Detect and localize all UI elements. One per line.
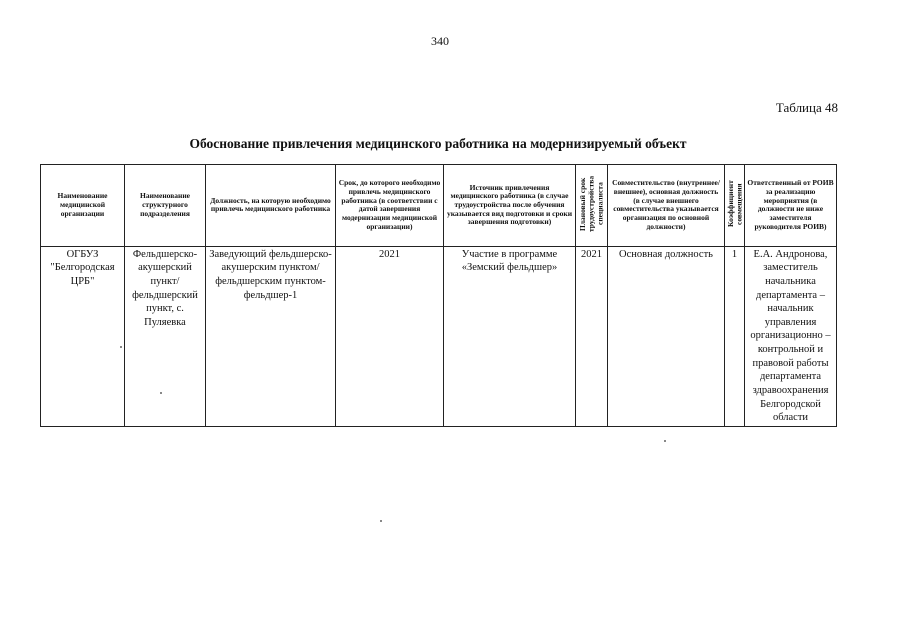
header-position: Должность, на которую необходимо привлечь медицинского работника	[206, 165, 336, 247]
cell-coefficient: 1	[725, 246, 745, 426]
scan-speck	[160, 392, 162, 394]
table-row	[41, 246, 837, 426]
page-number: 340	[431, 34, 449, 48]
table-header-row	[41, 165, 837, 247]
cell-combination: Основная должность	[608, 246, 725, 426]
header-responsible: Ответственный от РОИВ за реализацию мероприятия (в должности не ниже заместителя руководителя РОИВ)	[745, 165, 837, 247]
cell-source: Участие в программе «Земский фельдшер»	[444, 246, 576, 426]
header-deadline: Срок, до которого необходимо привлечь медицинского работника (в соответствии с датой завершения модернизации медицинской организации)	[336, 165, 444, 247]
cell-responsible: Е.А. Андронова, заместитель начальника департамента – начальник управления организационно – контрольной и правовой работы департамента здравоохранения Белгородской области	[745, 246, 837, 426]
header-planned-text: Плановый срок трудоустройства специалиста	[577, 175, 604, 233]
header-source: Источник привлечения медицинского работника (в случае трудоустройства после обучения указывается вид подготовки и сроки завершения подготовки)	[444, 165, 576, 247]
staff-table	[40, 164, 837, 427]
table-caption: Таблица 48	[775, 100, 838, 115]
header-org: Наименование медицинской организации	[41, 165, 125, 247]
cell-position: Заведующий фельдшерско-акушерским пунктом/фельдшерским пунктом- фельдшер-1	[206, 246, 336, 426]
document-title: Обоснование привлечения медицинского работника на модернизируемый объект	[189, 136, 687, 151]
cell-org: ОГБУЗ "Белгородская ЦРБ"	[41, 246, 125, 426]
cell-deadline: 2021	[336, 246, 444, 426]
header-planned	[576, 165, 608, 247]
header-combination: Совместительство (внутреннее/ внешнее), основная должность (в случае внешнего совместительства указывается организация по основной должности)	[608, 165, 725, 247]
cell-planned: 2021	[576, 246, 608, 426]
scan-speck	[120, 346, 122, 348]
scan-speck	[664, 440, 666, 442]
header-coefficient-text: Коэффициент совмещения	[726, 180, 744, 228]
header-coefficient	[725, 165, 745, 247]
cell-unit: Фельдшерско-акушерский пункт/фельдшерский пункт, с. Пуляевка	[125, 246, 206, 426]
scan-speck	[380, 520, 382, 522]
header-unit: Наименование структурного подразделения	[125, 165, 206, 247]
